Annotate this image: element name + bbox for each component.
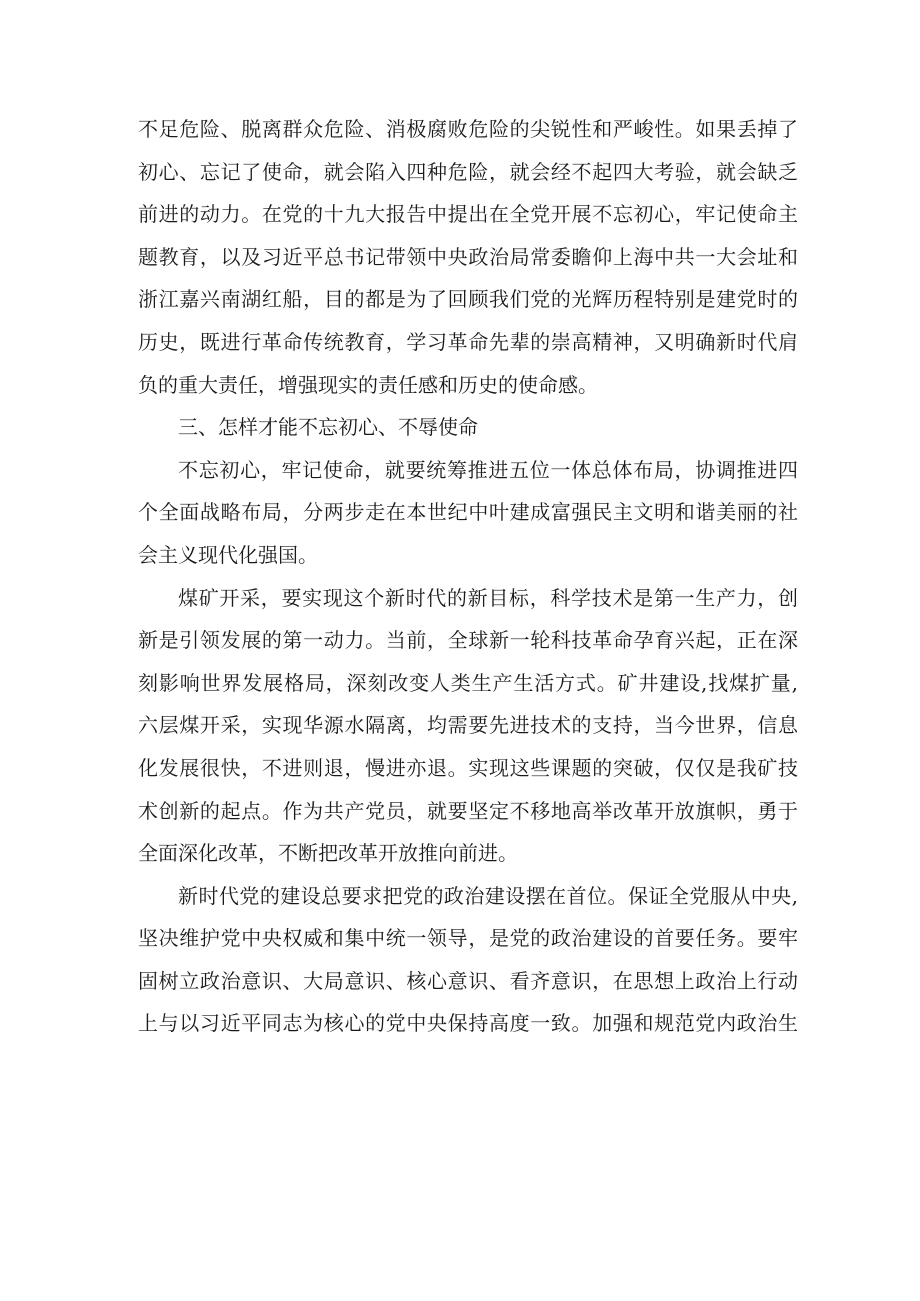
text-line: 六层煤开采，实现华源水隔离，均需要先进技术的支持，当今世界，信息 [138, 713, 798, 738]
text-line: 题教育，以及习近平总书记带领中央政治局常委瞻仰上海中共一大会址和 [138, 244, 798, 269]
text-line: 不足危险、脱离群众危险、消极腐败危险的尖锐性和严峻性。如果丢掉了 [138, 117, 798, 141]
text-line: 上与以习近平同志为核心的党中央保持高度一致。加强和规范党内政治生 [138, 1011, 798, 1036]
text-line: 术创新的起点。作为共产党员，就要坚定不移地高举改革开放旗帜，勇于 [138, 798, 798, 823]
document-body [138, 108, 798, 1045]
text-line: 初心、忘记了使命，就会陷入四种危险，就会经不起四大考验，就会缺乏 [138, 159, 798, 184]
text-line: 坚决维护党中央权威和集中统一领导，是党的政治建设的首要任务。要牢 [138, 926, 798, 951]
text-line: 煤矿开采，要实现这个新时代的新目标，科学技术是第一生产力，创 [178, 585, 798, 610]
section-heading [138, 406, 798, 449]
paragraph-5 [138, 875, 798, 1045]
text-line: 负的重大责任，增强现实的责任感和历史的使命感。 [138, 372, 598, 397]
section-heading-text: 三、怎样才能不忘初心、不辱使命 [178, 415, 478, 440]
paragraph-3 [138, 449, 798, 577]
text-line: 刻影响世界发展格局，深刻改变人类生产生活方式。矿井建设,找煤扩量, [138, 670, 798, 695]
paragraph-1 [138, 108, 798, 406]
text-line: 化发展很快，不进则退，慢进亦退。实现这些课题的突破，仅仅是我矿技 [138, 755, 798, 780]
text-line: 全面深化改革，不断把改革开放推向前进。 [138, 841, 518, 866]
text-line: 会主义现代化强国。 [138, 542, 318, 567]
text-line: 个全面战略布局，分两步走在本世纪中叶建成富强民主文明和谐美丽的社 [138, 500, 798, 525]
text-line: 固树立政治意识、大局意识、核心意识、看齐意识，在思想上政治上行动 [138, 968, 798, 993]
text-line: 不忘初心，牢记使命，就要统筹推进五位一体总体布局，协调推进四 [178, 457, 798, 482]
text-line: 新时代党的建设总要求把党的政治建设摆在首位。保证全党服从中央, [178, 883, 798, 908]
text-line: 新是引领发展的第一动力。当前，全球新一轮科技革命孕育兴起，正在深 [138, 628, 798, 653]
paragraph-4 [138, 577, 798, 875]
text-line: 历史，既进行革命传统教育，学习革命先辈的崇高精神，又明确新时代肩 [138, 329, 798, 354]
text-line: 浙江嘉兴南湖红船，目的都是为了回顾我们党的光辉历程特别是建党时的 [138, 287, 798, 312]
text-line: 前进的动力。在党的十九大报告中提出在全党开展不忘初心，牢记使命主 [138, 202, 798, 227]
